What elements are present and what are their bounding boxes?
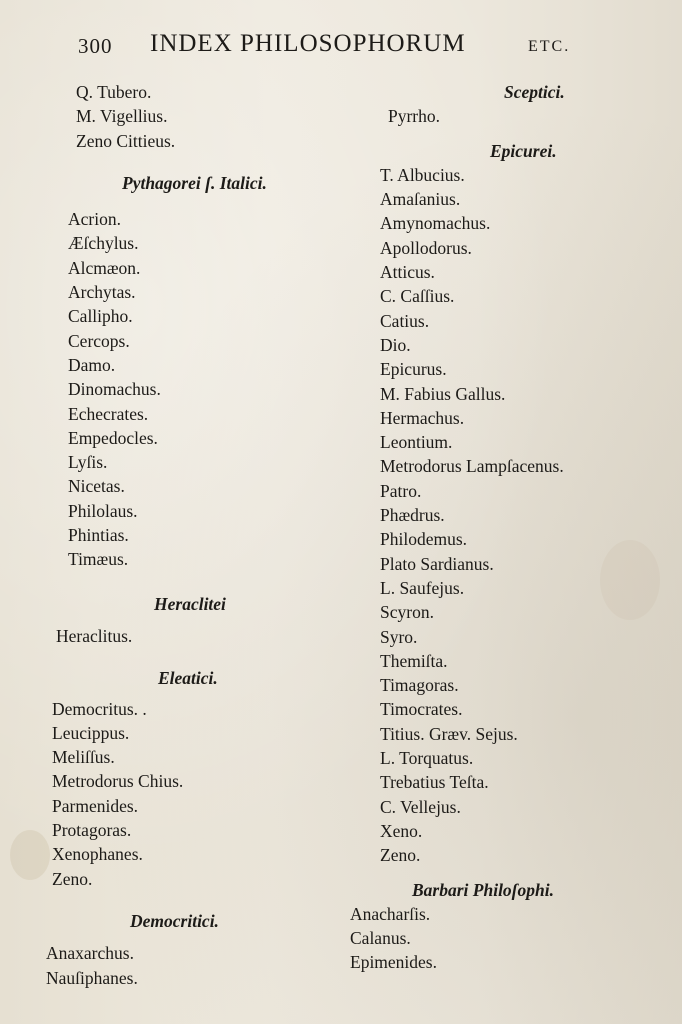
list-item: Phædrus.	[380, 505, 445, 526]
list-item: Metrodorus Lampſacenus.	[380, 456, 564, 477]
list-item: Amynomachus.	[380, 213, 491, 234]
list-item: Lyſis.	[68, 452, 108, 473]
list-item: C. Vellejus.	[380, 796, 461, 817]
list-item: Phintias.	[68, 525, 129, 546]
list-item: Xeno.	[380, 820, 423, 841]
list-item: Hermachus.	[380, 407, 465, 428]
section-heading-democritici: Democritici.	[130, 910, 219, 931]
list-item: L. Torquatus.	[380, 748, 474, 769]
list-item: Callipho.	[68, 306, 133, 327]
list-item: Atticus.	[380, 262, 435, 283]
list-item: Philodemus.	[380, 529, 468, 550]
list-item: Dinomachus.	[68, 379, 161, 400]
list-item: Dio.	[380, 334, 411, 355]
right-column	[350, 80, 650, 975]
list-item: Archytas.	[68, 282, 136, 303]
section-heading-heraclitei: Heraclitei	[154, 593, 226, 614]
section-heading-eleatici: Eleatici.	[158, 668, 218, 689]
page-header	[78, 30, 618, 66]
list-item: Echecrates.	[68, 403, 149, 424]
list-item: Plato Sardianus.	[380, 553, 494, 574]
section-heading-pythagorei: Pythagorei ſ. Italici.	[122, 172, 267, 193]
page-number: 300	[78, 34, 113, 58]
list-item: Heraclitus.	[56, 625, 133, 646]
list-item: Patro.	[380, 480, 422, 501]
list-item: Philolaus.	[68, 500, 138, 521]
list-item: Epicurus.	[380, 359, 447, 380]
list-item: Damo.	[68, 354, 116, 375]
list-item: Anaxarchus.	[46, 943, 134, 964]
list-item: Themiſta.	[380, 650, 448, 671]
list-item: Syro.	[380, 626, 418, 647]
list-item: Anacharſis.	[350, 903, 431, 924]
list-item: Trebatius Teſta.	[380, 772, 489, 793]
list-item: Xenophanes.	[52, 844, 143, 865]
list-item: Æſchylus.	[68, 233, 139, 254]
section-heading-sceptici: Sceptici.	[504, 82, 565, 102]
list-item: T. Albucius.	[380, 164, 465, 185]
list-item: Timagoras.	[380, 675, 459, 696]
list-item: Zeno Cittieus.	[76, 130, 176, 151]
list-item: Catius.	[380, 310, 430, 331]
page-title-suffix: ETC.	[528, 38, 571, 55]
list-item: Pyrrho.	[388, 106, 441, 127]
list-item: M. Vigellius.	[76, 106, 168, 127]
list-item: Amaſanius.	[380, 189, 461, 210]
list-item: Leucippus.	[52, 722, 130, 743]
list-item: Alcmæon.	[68, 257, 141, 278]
list-item: Metrodorus Chius.	[52, 771, 184, 792]
section-heading-barbari: Barbari Philoſophi.	[412, 879, 554, 900]
list-item: Epimenides.	[350, 952, 437, 973]
list-item: Empedocles.	[68, 427, 158, 448]
list-item: Scyron.	[380, 602, 434, 623]
list-item: Zeno.	[52, 868, 93, 889]
list-item: Nauſiphanes.	[46, 967, 138, 988]
list-item: Democritus. .	[52, 698, 147, 719]
list-item: C. Caſſius.	[380, 286, 455, 307]
list-item: Calanus.	[350, 928, 411, 949]
list-item: Cercops.	[68, 330, 130, 351]
list-item: Apollodorus.	[380, 237, 472, 258]
list-item: Timæus.	[68, 549, 129, 570]
list-item: Acrion.	[68, 209, 121, 230]
list-item: M. Fabius Gallus.	[380, 383, 506, 404]
list-item: L. Saufejus.	[380, 577, 465, 598]
list-item: Zeno.	[380, 845, 421, 866]
list-item: Parmenides.	[52, 795, 139, 816]
list-item: Meliſſus.	[52, 747, 115, 768]
list-item: Titius. Græv. Sejus.	[380, 723, 518, 744]
list-item: Timocrates.	[380, 699, 463, 720]
section-heading-epicurei: Epicurei.	[490, 140, 557, 161]
list-item: Leontium.	[380, 432, 453, 453]
list-item: Q. Tubero.	[76, 82, 152, 102]
page-title: INDEX PHILOSOPHORUM	[150, 30, 466, 57]
paper-stain	[10, 830, 50, 880]
list-item: Nicetas.	[68, 476, 125, 497]
left-column	[46, 80, 336, 990]
list-item: Protagoras.	[52, 820, 132, 841]
